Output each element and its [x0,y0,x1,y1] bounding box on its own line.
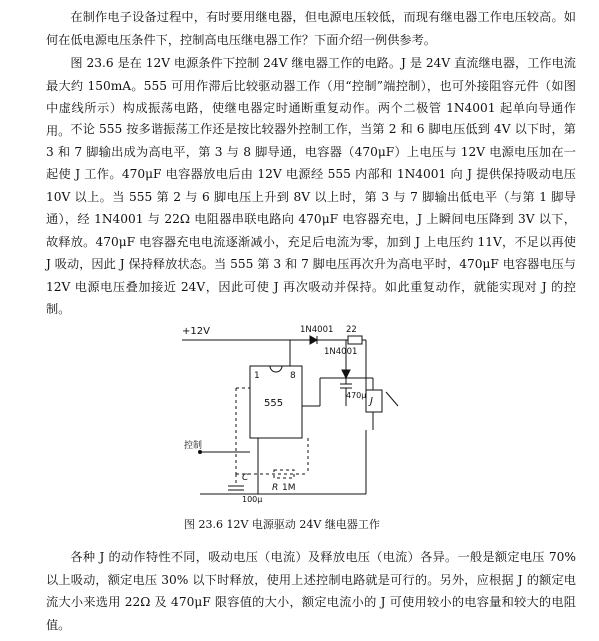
paragraph-notes: 各种 J 的动作特性不同，吸动电压（电流）及释放电压（电流）各异。一般是额定电压 70% 以上吸动，额定电压 30% 以下时释放，使用上述控制电路就是可行的。另外，应根据 J 的额定电流大小来选用 22Ω 及 470μF 限容值的大小，额定电流小的 J 可使用较小的电容量和较大的电阻值。 [46,550,576,632]
resistor-r-label: R [272,483,279,493]
paragraph-circuit-description: 图 23.6 是在 12V 电源条件下控制 24V 继电器工作的电路。J 是 24V 直流继电器，工作电流最大约 150mA。555 可用作滞后比较驱动器工作（用“控制”端控制），也可外接阻容元件（如图中虚线所示）构成振荡电路，使继电器定时通断重复动作。两个二极管 1N4001 起单向导通作用。 [46,56,576,138]
relay-label: J [370,396,373,407]
diode2-label: 1N4001 [324,347,358,357]
capacitor-c-label: C [242,473,249,483]
capacitor-c-value: 100μ [242,495,263,504]
resistor-22-label: 22 [346,325,357,335]
paragraph-operation: 不论 555 按多谐振荡工作还是按比较器外控制工作，当第 2 和 6 脚电压低到 4V 以下时，第 3 和 7 脚输出成为高电平，第 3 与 8 脚导通，电容器（470μF）上电压与 12V 电源电压加在一起使 J 工作。470μF 电容器放电后由 12V 电源经 555 内部和 1N4001 向 J 提供保持吸动电压 10V 以上。当 555 第 2 与 6 脚电压上升到 8V 以上时，第 3 与 7 脚输出低电平（与第 1 脚导通），经 1N4001 与 22Ω 电阻器串联电路向 470μF 电容器充电，J 上瞬间电压降到 3V 以下，故释放。470μF 电容器充电电流逐渐减小，充足后电流为零，加到 J 上电压约 11V，不足以再使 J 吸动，因此 J 保持释放状态。当 555 第 3 和 7 脚电压再次升为高电平时，470μF 电容器电压与 12V 电源电压叠加接近 24V，因此可使 J 再次吸动并保持。如此重复动作，就能实现对 J 的控制。 [46,122,576,316]
pin8-label: 8 [290,371,296,381]
circuit-diagram [170,318,430,508]
control-label: 控制 [184,441,203,451]
diode1-label: 1N4001 [300,325,334,335]
figure-caption: 图 23.6 12V 电源驱动 24V 继电器工作 [184,518,380,531]
paragraph-intro: 在制作电子设备过程中，有时要用继电器，但电源电压较低，而现有继电器工作电压较高。如何在低电源电压条件下，控制高电压继电器工作？下面介绍一例供参考。 [46,10,576,47]
ic-label: 555 [264,398,284,409]
pin1-label: 1 [254,371,260,381]
resistor-r-value: 1M [282,483,296,493]
capacitor-470-label: 470μ [346,391,367,400]
supply-label: +12V [182,326,210,337]
